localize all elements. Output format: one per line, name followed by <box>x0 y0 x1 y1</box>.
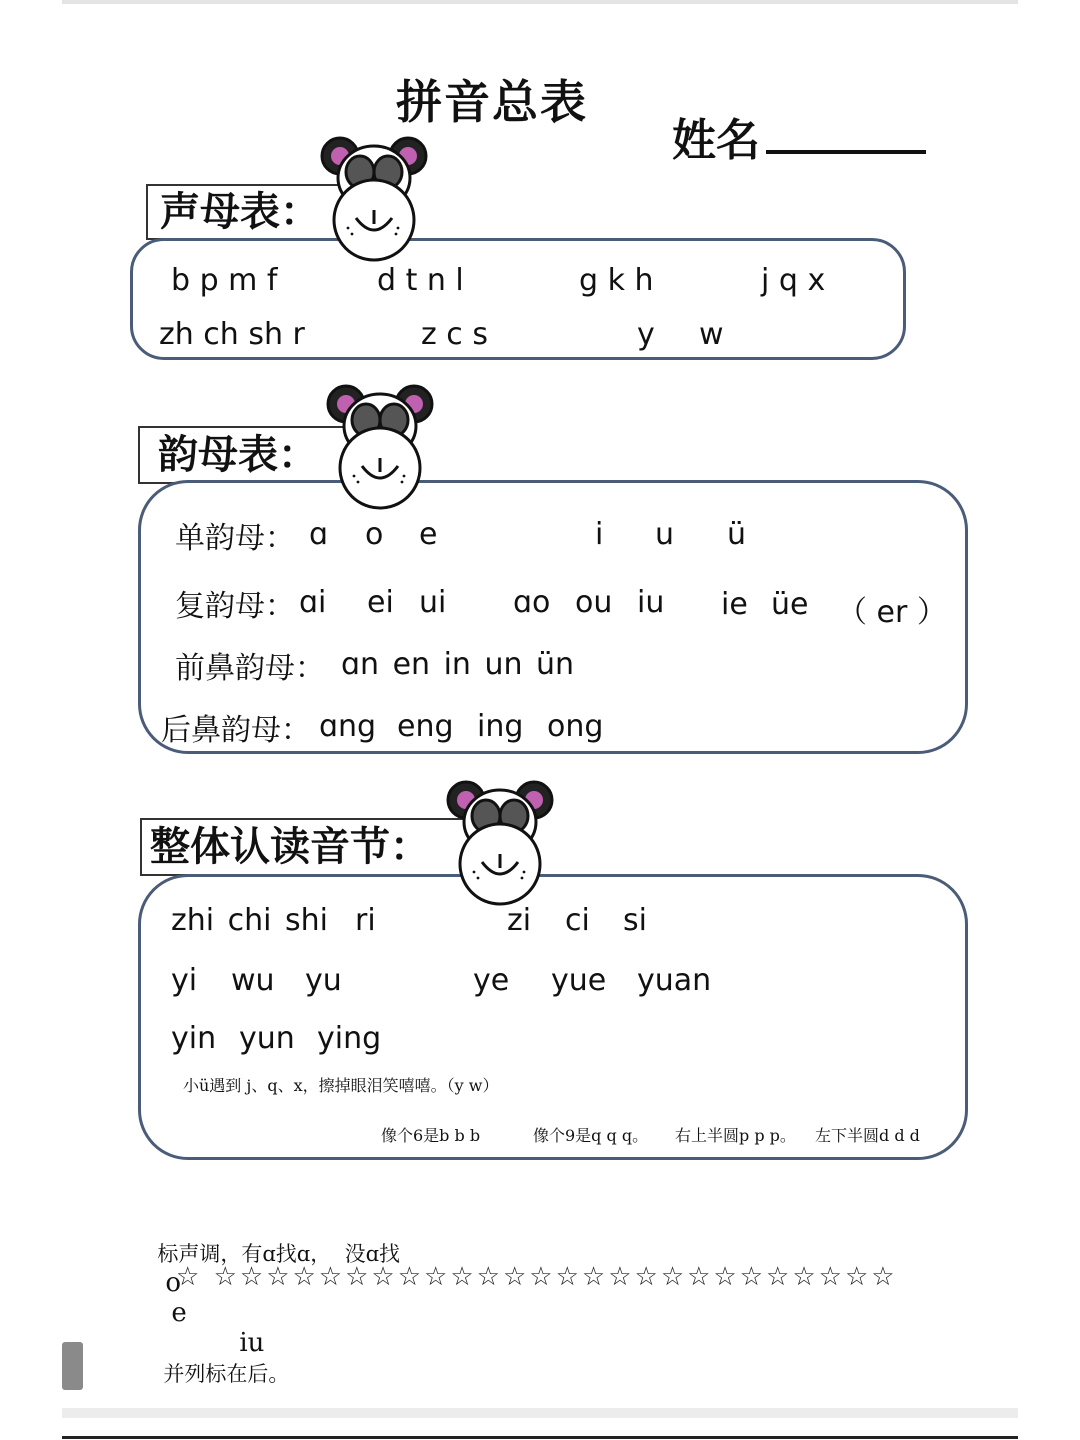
name-blank-line[interactable] <box>766 150 926 154</box>
final: eng <box>397 709 454 744</box>
final: u <box>655 517 675 552</box>
side-tab[interactable] <box>62 1342 83 1390</box>
bottom-border <box>62 1408 1018 1418</box>
final: e <box>419 517 438 552</box>
final: ui <box>419 585 447 620</box>
initials-label: 声母表： <box>146 184 360 240</box>
syllable: ye <box>473 963 510 998</box>
syllable-group: zhi chi shi <box>171 903 328 938</box>
tone-rule-o: o <box>165 1268 182 1298</box>
syllable: si <box>623 903 647 938</box>
tone-rule-iu: iu <box>239 1328 265 1358</box>
finals-label: 韵母表： <box>138 426 368 484</box>
initials-group: b p m f <box>171 263 278 298</box>
final: ou <box>575 585 613 620</box>
u-rule-note: 小ü遇到 j、q、x，擦掉眼泪笑嘻嘻。（y w） <box>183 1076 499 1095</box>
back-nasal-label: 后鼻韵母： <box>161 713 311 748</box>
syllable: yu <box>305 963 342 998</box>
syllable: yue <box>551 963 607 998</box>
tone-rule-e: e <box>171 1298 187 1328</box>
tone-rule-part1: 标声调，有ɑ找ɑ， 没ɑ找 <box>157 1242 401 1266</box>
panda-icon <box>318 132 430 258</box>
initials-group: w <box>699 317 724 352</box>
whole-syllables-label: 整体认读音节： <box>140 818 468 876</box>
syllable: wu <box>231 963 275 998</box>
syllable: yin <box>171 1021 217 1056</box>
front-nasal-label: 前鼻韵母： <box>175 651 325 686</box>
syllable: ci <box>565 903 590 938</box>
final: iu <box>637 585 665 620</box>
final: ie <box>721 587 748 622</box>
simple-finals-label: 单韵母： <box>175 521 295 556</box>
top-border <box>62 0 1018 4</box>
final: ɑ <box>309 517 329 552</box>
whole-syllables-panel <box>138 874 968 1160</box>
mnemonic-p: 右上半圆p p p。 <box>675 1126 796 1145</box>
tone-rule <box>144 1214 400 1388</box>
final: ong <box>547 709 604 744</box>
front-nasal-finals: ɑn en in un ün <box>341 647 575 682</box>
syllable: ri <box>355 903 376 938</box>
final: ɑng <box>319 709 377 744</box>
final: i <box>595 517 604 552</box>
panda-icon <box>444 776 556 902</box>
syllable: yun <box>239 1021 295 1056</box>
mnemonic-d: 左下半圆d d d <box>815 1126 920 1145</box>
page-title: 拼音总表 <box>396 75 588 129</box>
syllable: yi <box>171 963 198 998</box>
tone-rule-part2: 并列标在后。 <box>163 1362 290 1386</box>
bottom-line <box>62 1436 1018 1439</box>
initials-group: zh ch sh r <box>159 317 305 352</box>
final: ing <box>477 709 524 744</box>
final: ü <box>727 517 747 552</box>
final: ɑi <box>299 585 327 620</box>
finals-panel <box>138 480 968 754</box>
initials-group: g k h <box>579 263 654 298</box>
mnemonic-q: 像个9是q q q。 <box>533 1126 649 1145</box>
final: （ er ） <box>837 595 947 630</box>
syllable: ying <box>317 1021 382 1056</box>
compound-finals-label: 复韵母： <box>175 589 295 624</box>
name-label: 姓名 <box>672 115 760 166</box>
initials-group: j q x <box>761 263 826 298</box>
panda-icon <box>324 380 436 506</box>
star-row: ☆ ☆☆☆☆☆☆☆☆☆☆☆☆☆☆☆☆☆☆☆☆☆☆☆☆☆☆ <box>176 1262 898 1292</box>
mnemonic-b: 像个6是b b b <box>381 1126 481 1145</box>
initials-group: z c s <box>421 317 488 352</box>
final: ɑo <box>513 585 551 620</box>
final: o <box>365 517 384 552</box>
syllable: yuan <box>637 963 712 998</box>
initials-group: y <box>637 317 655 352</box>
final: ei <box>367 585 394 620</box>
final: üe <box>771 587 809 622</box>
syllable: zi <box>507 903 532 938</box>
initials-group: d t n l <box>377 263 464 298</box>
initials-panel <box>130 238 906 360</box>
